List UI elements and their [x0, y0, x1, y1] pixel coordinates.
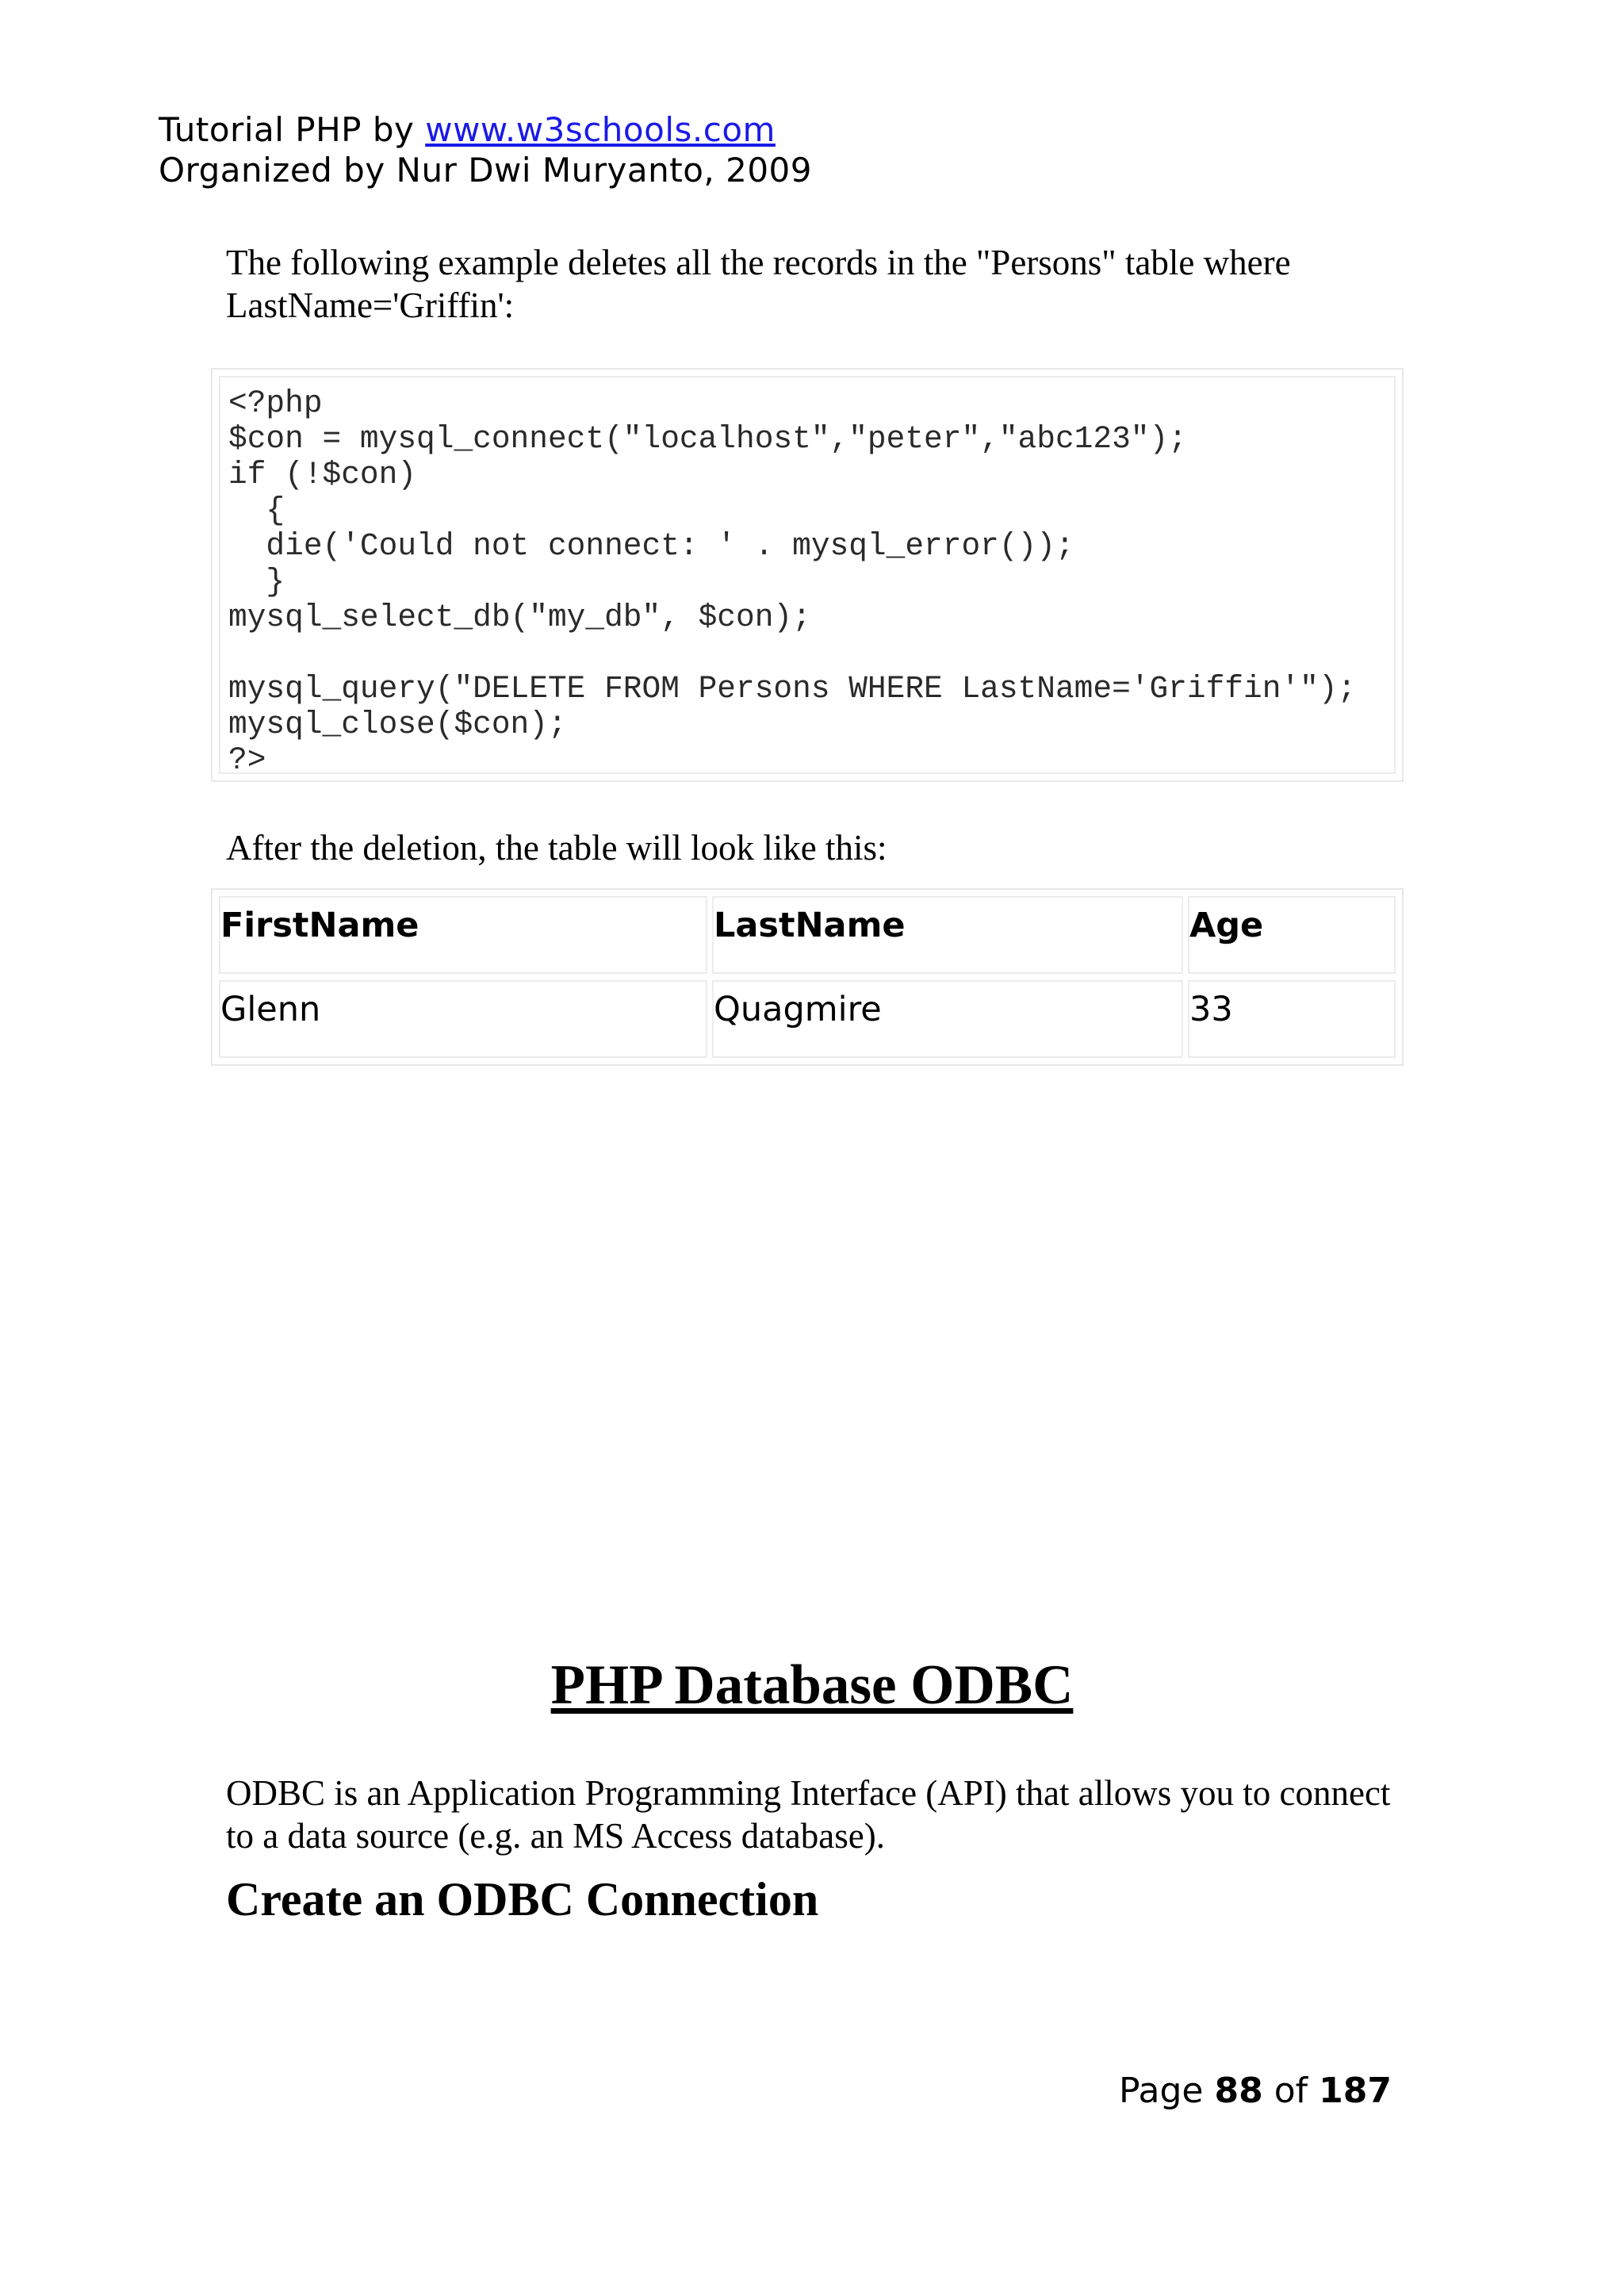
code-line: die('Could not connect: ' . mysql_error()); — [228, 528, 1074, 564]
code-line: $con = mysql_connect("localhost","peter","abc123"); — [228, 421, 1187, 457]
total-pages: 187 — [1319, 2071, 1392, 2111]
odbc-paragraph: ODBC is an Application Programming Interface (API) that allows you to connect to a data source (e.g. an MS Access database). — [226, 1773, 1391, 1856]
code-line: mysql_close($con); — [228, 707, 567, 742]
code-line: { — [228, 492, 285, 528]
code-block-inner — [219, 376, 1396, 778]
page-footer — [1119, 2070, 1392, 2113]
after-deletion-text: After the deletion, the table will look like this: — [226, 828, 887, 868]
code-line: ?> — [228, 742, 266, 778]
header-label-firstname: FirstName — [220, 906, 419, 945]
persons-table — [211, 888, 1404, 1066]
header-cell-age — [1188, 896, 1396, 974]
section-title — [0, 1653, 1624, 1717]
page-word: Page — [1118, 2071, 1204, 2111]
value-firstname: Glenn — [220, 990, 321, 1029]
code-line — [228, 635, 1356, 671]
code-line: if (!$con) — [228, 457, 417, 492]
code-block — [211, 368, 1404, 782]
current-page-number: 88 — [1214, 2071, 1263, 2111]
code-line: mysql_select_db("my_db", $con); — [228, 600, 811, 635]
odbc-connection-heading: Create an ODBC Connection — [226, 1873, 819, 1925]
header-cell-firstname — [219, 896, 707, 974]
header-line-1 — [159, 109, 812, 150]
php-code — [228, 385, 1356, 778]
value-age: 33 — [1189, 990, 1233, 1029]
header-cell-lastname — [712, 896, 1183, 974]
value-lastname: Quagmire — [714, 990, 882, 1029]
intro-paragraph: The following example deletes all the records in the "Persons" table where LastName='Griffin': — [226, 243, 1291, 325]
w3schools-link[interactable]: www.w3schools.com — [425, 110, 776, 149]
header-tutorial-text: Tutorial PHP by — [159, 110, 426, 149]
cell-lastname — [712, 980, 1183, 1058]
of-word: of — [1274, 2071, 1308, 2111]
code-line: } — [228, 564, 285, 600]
code-line: <?php — [228, 385, 323, 421]
header-label-lastname: LastName — [714, 906, 906, 945]
cell-firstname — [219, 980, 707, 1058]
page-header — [159, 109, 812, 190]
code-line: mysql_query("DELETE FROM Persons WHERE LastName='Griffin'"); — [228, 671, 1357, 707]
cell-age — [1188, 980, 1396, 1058]
header-line-2: Organized by Nur Dwi Muryanto, 2009 — [159, 151, 812, 190]
header-label-age: Age — [1189, 906, 1264, 945]
section-title-text: PHP Database ODBC — [550, 1654, 1074, 1716]
